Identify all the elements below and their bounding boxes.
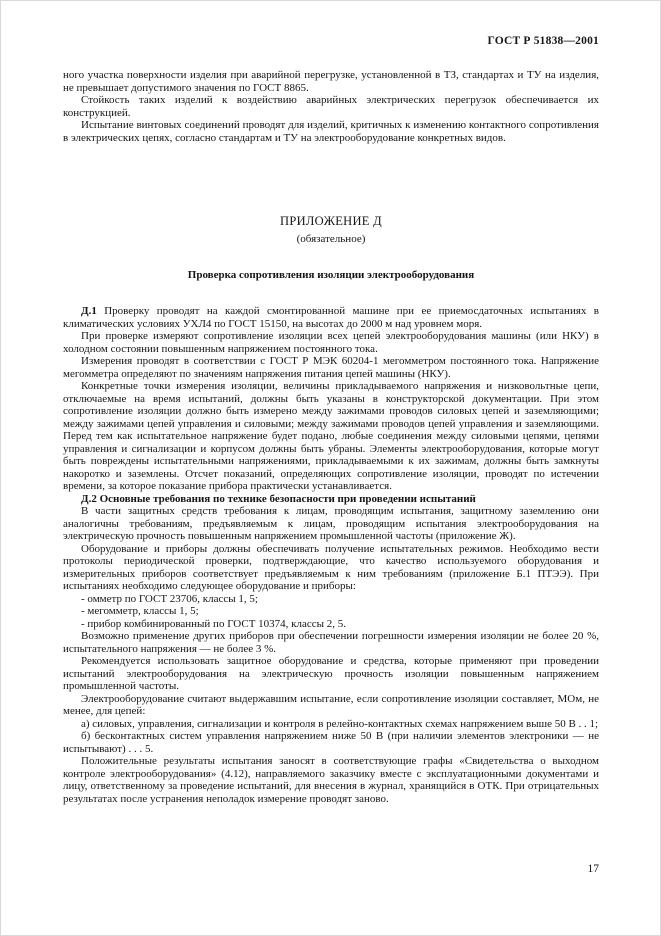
list-item-a: а) силовых, управления, сигнализации и контроля в релейно-контактных схемах напряжением выше 50 В . . 1; (81, 717, 599, 730)
paragraph-d1 (63, 305, 599, 330)
paragraph: Испытание винтовых соединений проводят для изделий, критичных к изменению контактного сопротивления в электрических цепях, согласно стандартам и ТУ на электрооборудование конкретных видов. (63, 119, 599, 144)
paragraph: Возможно применение других приборов при обеспечении погрешности измерения изоляции не более 20 %, испытательного напряжения — не более 3 %. (63, 630, 599, 655)
list-item: - омметр по ГОСТ 23706, классы 1, 5; (81, 592, 258, 605)
list-item: - мегомметр, классы 1, 5; (81, 605, 199, 617)
paragraph: Положительные результаты испытания заносят в соответствующие графы «Свидетельства о выходном контроле электрооборудования» (4.12), направляемого заказчику вместе с эксплуатационными документами и лицу, ответственному за проведение испытаний, для внесения в журнал, хранящийся в ОТК. При отрицательных результатах после устранения неполадок измерение проводят заново. (63, 755, 599, 805)
doc-number: ГОСТ Р 51838—2001 (487, 35, 599, 47)
paragraph: Оборудование и приборы должны обеспечивать получение испытательных режимов. Необходимо вести протоколы периодической проверки, подтверждающие, что качество используемого оборудования и измерительных приборов соответствует предъявляемым к ним требованиям (приложение Б.1 ПТЭЭ). При испытаниях необходимо следующее оборудование и приборы: (63, 542, 599, 592)
appendix-title: Проверка сопротивления изоляции электрооборудования (187, 269, 475, 281)
paragraph: Измерения проводят в соответствии с ГОСТ Р МЭК 60204-1 мегомметром постоянного тока. Напряжение мегомметра определяют по значениям напряжения питания цепей машины (НКУ). (63, 355, 599, 380)
appendix-kind: (обязательное) (296, 233, 366, 245)
clause-number-d1: Д.1 (81, 305, 97, 317)
page-content (63, 69, 599, 805)
paragraph: Рекомендуется использовать защитное оборудование и средства, которые применяют при проведении испытаний электрооборудования на электрическую прочность изоляции повышенным напряжением промышленной частоты. (63, 655, 599, 692)
page-number: 17 (587, 863, 599, 875)
list-item-b: б) бесконтактных систем управления напряжением ниже 50 В (при наличии элементов электроники — не испытывают) . . . 5. (63, 730, 599, 755)
list-item: - прибор комбинированный по ГОСТ 10374, классы 2, 5. (81, 617, 347, 630)
appendix-label: ПРИЛОЖЕНИЕ Д (280, 214, 382, 228)
section-heading-d2: Д.2 Основные требования по технике безопасности при проведении испытаний (81, 492, 476, 505)
paragraph: Электрооборудование считают выдержавшим испытание, если сопротивление изоляции составляет, МОм, не менее, для цепей: (63, 692, 599, 717)
paragraph: При проверке измеряют сопротивление изоляции всех цепей электрооборудования машины (или НКУ) в холодном состоянии повышенным напряжением постоянного тока. (63, 330, 599, 355)
clause-text-d1: Проверку проводят на каждой смонтированной машине при ее приемосдаточных испытаниях в климатических условиях УХЛ4 по ГОСТ 15150, на высотах до 2000 м над уровнем моря. (63, 305, 599, 330)
paragraph-continuation: ного участка поверхности изделия при аварийной перегрузке, установленной в ТЗ, стандартах и ТУ на изделия, не превышает допустимого значения по ГОСТ 8865. (63, 69, 599, 94)
paragraph: Конкретные точки измерения изоляции, величины прикладываемого напряжения и низковольтные цепи, отключаемые на время испытаний, должны быть указаны в конструкторской документации. При этом сопротивление изоляции должно быть измерено между зажимами проводов силовых цепей и заземляющими; между зажимами цепей управления и силовыми; между зажимами проводов цепей управления и заземляющими. Перед тем как испытательное напряжение будет подано, любые соединения между силовыми цепями, цепями управления и сигнализации и корпусом должны быть убраны. Элементы электрооборудования, которые могут быть повреждены испытательными напряжениями, прикладываемыми к их зажимам, должны быть замкнуты накоротко и заземлены. Отсчет показаний, определяющих сопротивление изоляции, проводят по истечении времени, за которое показание прибора практически устанавливается. (63, 380, 599, 492)
paragraph: В части защитных средств требования к лицам, проводящим испытания, защитному заземлению они аналогичны требованиям, предъявляемым к лицам, проводящим испытания электрооборудования на электрическую прочность повышенным напряжением промышленной частоты (приложение Ж). (63, 505, 599, 542)
paragraph: Стойкость таких изделий к воздействию аварийных электрических перегрузок обеспечивается их конструкцией. (63, 94, 599, 119)
